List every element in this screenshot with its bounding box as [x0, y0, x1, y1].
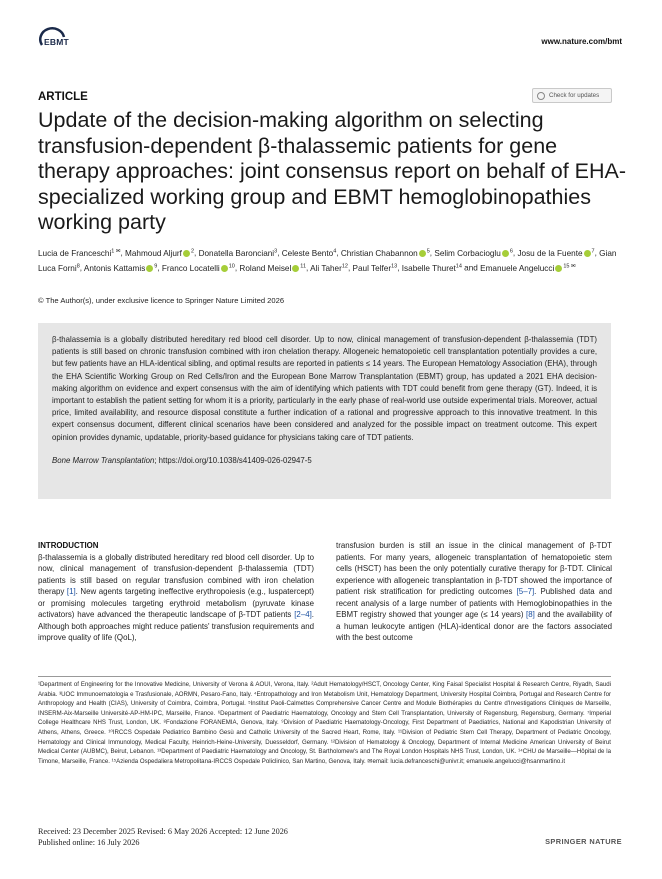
author-name[interactable] [84, 264, 158, 273]
author-name[interactable] [341, 249, 430, 258]
affiliation-number: 13 [391, 263, 398, 270]
author-name[interactable] [199, 249, 278, 258]
orcid-icon[interactable] [221, 265, 228, 272]
author-separator: , [79, 263, 84, 273]
author-separator: and [461, 263, 481, 273]
author-name[interactable] [402, 264, 462, 273]
doi-link[interactable]: ; https://doi.org/10.1038/s41409-026-02947-5 [154, 455, 312, 465]
journal-name: Bone Marrow Transplantation [52, 455, 155, 465]
citation-link[interactable]: [8] [526, 610, 535, 619]
citation-link[interactable]: [5–7] [516, 587, 535, 596]
author-separator: , [336, 248, 341, 258]
affiliation-number: 12 [341, 263, 348, 270]
orcid-icon[interactable] [502, 250, 509, 257]
affiliation-number: 2 [190, 248, 194, 254]
author-name[interactable] [125, 249, 194, 258]
author-name-text: Roland Meisel [239, 263, 292, 273]
author-separator: , [194, 248, 199, 258]
intro-paragraph [38, 552, 314, 644]
author-name-text: Gian Luca Forni [38, 248, 617, 273]
affiliation-number: 3 [274, 248, 278, 254]
text-run: . New agents targeting ineffective erythropoiesis (e.g., luspatercept) or promising molecules targeting erythroid metabolism (pyruvate kinase activators) have advanced the therapeutic landscape of β-TDT patients [38, 587, 314, 619]
author-separator: , [594, 248, 600, 258]
citation-link[interactable]: [1] [66, 587, 76, 596]
received-revised-accepted: Received: 23 December 2025 Revised: 6 May 2026 Accepted: 12 June 2026 [38, 827, 288, 836]
author-name-text: Isabelle Thuret [401, 263, 456, 273]
article-title: Update of the decision-making algorithm on selecting transfusion-dependent β-thalassemic patients for gene therapy approaches: joint consensus report on behalf of EHA-specialized working group and EBMT hemoglobinopathies working party [38, 108, 627, 234]
author-name-text: Ali Taher [310, 263, 342, 273]
published-online: Published online: 16 July 2026 [38, 838, 140, 847]
affiliation-number: 10 [228, 263, 235, 270]
text-run: . Although both approaches might reduce patients' transfusion requirements and improve quality of life (QoL), [38, 610, 314, 642]
affiliation-number: 4 [333, 248, 337, 254]
text-run: and the availability of a human leukocyte antigen (HLA)-identical donor are the factors associated with the best outcome [336, 610, 612, 642]
author-name-text: Emanuele Angelucci [480, 263, 555, 273]
author-name[interactable] [480, 264, 575, 273]
author-name-text: Antonis Kattamis [83, 263, 146, 273]
author-name[interactable] [282, 249, 337, 258]
author-name-text: Paul Telfer [352, 263, 392, 273]
logo-text: EBMT [44, 37, 69, 47]
affiliation-number: 8 [76, 263, 80, 270]
author-name-text: Celeste Bento [281, 248, 334, 258]
author-name[interactable] [353, 264, 398, 273]
author-separator: , [306, 263, 311, 273]
ebmt-logo [38, 25, 84, 53]
orcid-icon[interactable] [146, 265, 153, 272]
footnote-divider [38, 676, 611, 677]
author-name-text: Franco Locatelli [161, 263, 220, 273]
text-run: β-thalassemia is a globally distributed hereditary red blood cell disorder. Up to now, clinical management of transfusion-dependent β-thalassemia (TDT) patients is still based on regular transfusion combined with iron chelation therapy [38, 552, 314, 596]
affiliation-number: 6 [509, 248, 513, 254]
author-separator: , [397, 263, 402, 273]
orcid-icon[interactable] [555, 265, 562, 272]
author-separator: , [277, 248, 282, 258]
author-name-text: Mahmoud Aljurf [125, 248, 182, 258]
abstract-box [38, 323, 611, 499]
author-name-text: Josu de la Fuente [517, 248, 583, 258]
author-name[interactable] [434, 249, 513, 258]
author-separator: , [120, 248, 126, 258]
author-name[interactable] [310, 264, 348, 273]
affiliation-number: 7 [591, 248, 595, 254]
author-separator: , [157, 263, 162, 273]
author-list [38, 245, 622, 275]
author-name-text: Selim Corbacioglu [434, 248, 501, 258]
author-name-text: Christian Chabannon [340, 248, 418, 258]
orcid-icon[interactable] [183, 250, 190, 257]
intro-paragraph-continued [336, 540, 612, 644]
check-updates-label: Check for updates [549, 92, 600, 99]
orcid-icon[interactable] [292, 265, 299, 272]
affiliation-number: 15 ✉ [563, 263, 576, 270]
author-name[interactable] [239, 264, 306, 273]
author-name[interactable] [38, 249, 120, 258]
affiliation-number: 9 [154, 263, 158, 270]
abstract-text: β-thalassemia is a globally distributed hereditary red blood cell disorder. Up to now, clinical management of transfusion-dependent β-thalassemia (TDT) patients is still based on chronic transfusion combined with iron chelation therapy. Allogeneic hematopoietic cell transplantation potentially provides a cure, but few patients have an HLA-identical sibling, and optimal results are reported in patients ≤ 14 years. The European Hematology Association (EHA), through the EHA Scientific Working Group on Red Cells/Iron and the European Bone Marrow Transplantation (EBMT) group, has updated a 2021 EHA decision-making algorithm on evidence and expert consensus with the aim of identifying which patients with TDT could benefit from gene therapy (GT). Indeed, it is important to establish the patient setting for whom it is a priority, particularly in the early phase of real-world use outside experimental trials. Moreover, actual price, limited availability, and resource disposal constitute a further indication of a rational and progressive approach to this innovative treatment. In this expert consensus document, different clinical scenarios have been considered and analyzed for the possible impact on treatment outcome. This expert opinion provides dynamic, updatable, priority-based guidance for physicians taking care of TDT patients. [52, 335, 597, 442]
orcid-icon[interactable] [584, 250, 591, 257]
author-name[interactable] [517, 249, 594, 258]
intro-right-column [336, 540, 612, 644]
text-run: transfusion burden is still an issue in the clinical management of β-TDT patients. For many years, allogeneic transplantation of hematopoietic stem cells (HSCT) has been the only potentially curative therapy for β-TDT. Clinical experience with allogeneic transplantation in β-TDT showed the importance of patient risk stratification for predicting outcomes [336, 541, 612, 596]
affiliation-number: 11 [300, 263, 307, 270]
intro-left-column [38, 540, 314, 644]
publisher-logo: SPRINGER NATURE [545, 837, 622, 846]
text-run: . Published data and recent analysis of a large number of patients with Hemoglobinopathies in the EBMT registry showed that younger age (≤ 14 years) [336, 587, 612, 619]
article-type-label: ARTICLE [38, 91, 88, 103]
author-separator: , [429, 248, 435, 258]
abstract-citation [52, 456, 597, 465]
copyright-notice: © The Author(s), under exclusive licence to Springer Nature Limited 2026 [38, 296, 285, 305]
author-name[interactable] [162, 264, 235, 273]
check-for-updates-button[interactable] [532, 88, 612, 103]
journal-url-link[interactable]: www.nature.com/bmt [541, 37, 622, 46]
affiliations-footnote: ¹Department of Engineering for the Innovative Medicine, University of Verona & AOUI, Verona, Italy. ²Adult Hematology/HSCT, Oncology Center, King Faisal Specialist Hospital & Research Centre, Riyadh, Saudi Arabia. ³UOC Immunoematologia e Trasfusionale, AORMN, Pesaro-Fano, Italy. ⁴Entropathology and Iron Metabolism Unit, Hematology Department, University Hospital Coimbra, Portugal and Research Centre for Anthropology and Health (CIAS), University of Coimbra, Coimbra, Portugal. ⁵Institut Paoli-Calmettes Comprehensive Cancer Centre and Module Biothérapies du Centre d'Investigations Cliniques de Marseille, INSERM-Aix-Marseille Université-AP-HM-IPC, Marseille, France. ⁶Department of Paediatric Haematology, Oncology and Stem Cell Transplantation, University of Regensburg, Regensburg, Germany. ⁷Imperial College Healthcare NHS Trust, London, UK. ⁸Fondazione FORANEMIA, Genova, Italy. ⁹Division of Paediatric Haematology-Oncology, First Department of Paediatrics, National and Kapodistrian University of Athens, Athens, Greece. ¹⁰IRCCS Ospedale Pediatrico Bambino Gesù and Catholic University of the Sacred Heart, Rome, Italy. ¹¹Division of Pediatric Stem Cell Therapy, Department of Pediatric Oncology, Hematology and Clinical Immunology, Medical Faculty, Heinrich-Heine-University, Duesseldorf, Germany. ¹²Division of Hematology & Oncology, Department of Internal Medicine American University of Beirut Medical Center (AUBMC), Beirut, Lebanon. ¹³Department of Paediatric Haematology and Oncology, St. Bartholomew's and The Royal London Hospitals NHS Trust, London, UK. ¹⁴CHU de Marseille—Hôpital de la Timone, Marseille, France. ¹⁵Azienda Ospedaliera Metropolitana-IRCCS Ospedale Policlinico, San Martino, Genova, Italy. ✉email: lucia.defranceschi@univr.it; emanuele.angelucci@hsanmartino.it [38, 681, 611, 765]
affiliation-number: 1 ✉ [111, 248, 121, 254]
publication-dates [38, 826, 288, 848]
author-name-text: Donatella Baronciani [198, 248, 275, 258]
author-separator: , [234, 263, 240, 273]
orcid-icon[interactable] [419, 250, 426, 257]
affiliation-number: 14 [455, 263, 462, 270]
author-separator: , [512, 248, 518, 258]
refresh-icon [537, 92, 545, 100]
author-name-text: Lucia de Franceschi [38, 248, 112, 258]
section-heading: INTRODUCTION [38, 541, 99, 550]
affiliation-number: 5 [426, 248, 430, 254]
author-separator: , [347, 263, 353, 273]
citation-link[interactable]: [2–4] [294, 610, 312, 619]
